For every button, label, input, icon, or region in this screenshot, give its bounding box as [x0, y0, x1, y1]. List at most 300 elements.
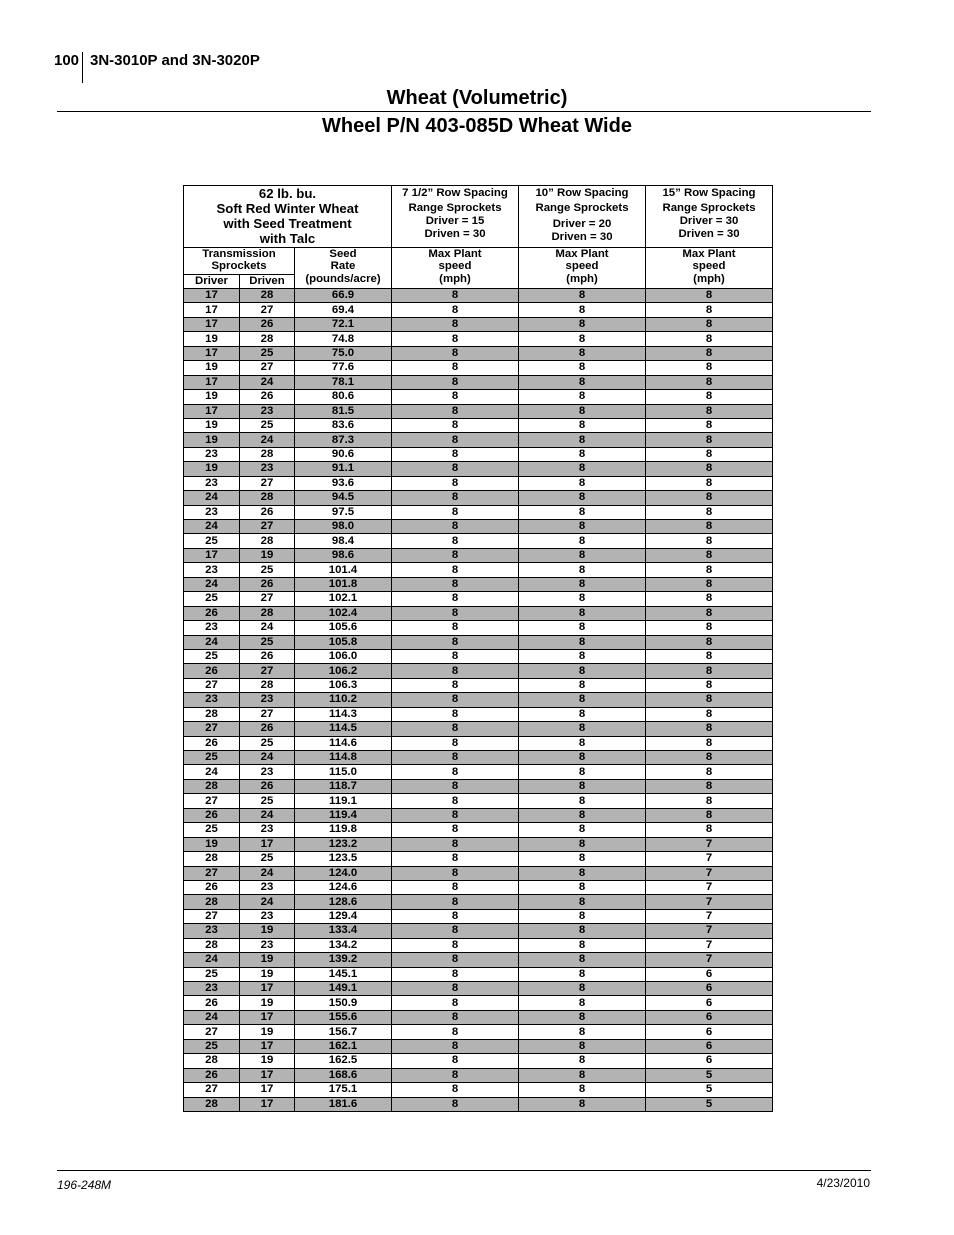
seed-rate-cell: 119.1	[295, 794, 392, 808]
speed-15-cell: 6	[646, 1010, 773, 1024]
speed-7-5-cell: 8	[392, 909, 519, 923]
driver-cell: 26	[184, 664, 240, 678]
spacing-label-15: 15” Row Spacing	[646, 186, 773, 201]
speed-7-5-cell: 8	[392, 967, 519, 981]
driver-cell: 19	[184, 390, 240, 404]
driver-cell: 27	[184, 722, 240, 736]
spacing-label-7-5: 7 1/2” Row Spacing	[392, 186, 519, 201]
driver-cell: 28	[184, 852, 240, 866]
speed-7-5-cell: 8	[392, 491, 519, 505]
speed-label: speed	[565, 260, 599, 273]
driven-cell: 28	[240, 491, 295, 505]
seed-rate-cell: 123.2	[295, 837, 392, 851]
speed-7-5-cell: 8	[392, 447, 519, 461]
driver-cell: 24	[184, 953, 240, 967]
driver-cell: 25	[184, 1039, 240, 1053]
seed-rate-cell: 168.6	[295, 1068, 392, 1082]
speed-10-cell: 8	[519, 880, 646, 894]
speed-10-cell: 8	[519, 996, 646, 1010]
driver-cell: 17	[184, 317, 240, 331]
speed-10-cell: 8	[519, 289, 646, 303]
table-row	[184, 491, 773, 505]
driver-cell: 24	[184, 520, 240, 534]
speed-7-5-cell: 8	[392, 317, 519, 331]
table-row	[184, 1010, 773, 1024]
speed-7-5-cell: 8	[392, 404, 519, 418]
speed-10-cell: 8	[519, 476, 646, 490]
driven-cell: 27	[240, 303, 295, 317]
speed-7-5-cell: 8	[392, 303, 519, 317]
table-row	[184, 1039, 773, 1053]
speed-10-cell: 8	[519, 548, 646, 562]
speed-10-cell: 8	[519, 317, 646, 331]
seed-rate-cell: 106.0	[295, 649, 392, 663]
driven-cell: 27	[240, 520, 295, 534]
driver-cell: 26	[184, 996, 240, 1010]
driver-cell: 17	[184, 289, 240, 303]
speed-7-5-cell: 8	[392, 1025, 519, 1039]
speed-15-cell: 8	[646, 346, 773, 360]
transmission-sprockets-header	[184, 248, 295, 275]
seed-rate-cell: 129.4	[295, 909, 392, 923]
driven-cell: 17	[240, 1068, 295, 1082]
driven-cell: 23	[240, 404, 295, 418]
speed-15-cell: 6	[646, 1025, 773, 1039]
speed-7-5-cell: 8	[392, 808, 519, 822]
seed-rate-cell: 155.6	[295, 1010, 392, 1024]
speed-7-5-cell: 8	[392, 1068, 519, 1082]
sprockets-label: Sprockets	[211, 260, 267, 273]
speed-10-cell: 8	[519, 736, 646, 750]
seed-rate-cell: 102.1	[295, 592, 392, 606]
speed-7-5-cell: 8	[392, 332, 519, 346]
speed-10-cell: 8	[519, 852, 646, 866]
seed-rate-cell: 133.4	[295, 924, 392, 938]
speed-15-cell: 8	[646, 332, 773, 346]
speed-10-cell: 8	[519, 664, 646, 678]
table-row	[184, 852, 773, 866]
range-sprockets-15	[646, 201, 773, 248]
table-row	[184, 938, 773, 952]
speed-7-5-cell: 8	[392, 346, 519, 360]
seed-rate-cell: 66.9	[295, 289, 392, 303]
driven-cell: 24	[240, 621, 295, 635]
page-number: 100	[54, 52, 80, 69]
speed-10-cell: 8	[519, 1039, 646, 1053]
speed-10-cell: 8	[519, 621, 646, 635]
speed-7-5-cell: 8	[392, 462, 519, 476]
driven-cell: 24	[240, 808, 295, 822]
seed-rate-cell: 101.8	[295, 577, 392, 591]
seed-rate-cell: 162.5	[295, 1054, 392, 1068]
speed-15-cell: 8	[646, 577, 773, 591]
driven-cell: 25	[240, 418, 295, 432]
speed-7-5-cell: 8	[392, 678, 519, 692]
speed-label: speed	[692, 260, 726, 273]
seed-rate-cell: 114.8	[295, 751, 392, 765]
speed-7-5-cell: 8	[392, 707, 519, 721]
range-label: Range Sprockets	[408, 201, 502, 214]
driver-cell: 23	[184, 982, 240, 996]
table-row	[184, 1025, 773, 1039]
table-row	[184, 924, 773, 938]
speed-7-5-cell: 8	[392, 765, 519, 779]
table-row	[184, 404, 773, 418]
driven-cell: 28	[240, 606, 295, 620]
speed-15-cell: 8	[646, 476, 773, 490]
driven-cell: 26	[240, 722, 295, 736]
table-row	[184, 982, 773, 996]
seed-rate-cell: 124.6	[295, 880, 392, 894]
speed-15-cell: 7	[646, 909, 773, 923]
speed-7-5-cell: 8	[392, 693, 519, 707]
table-row	[184, 462, 773, 476]
driver-cell: 27	[184, 1083, 240, 1097]
table-row	[184, 289, 773, 303]
speed-15-cell: 8	[646, 361, 773, 375]
table-row	[184, 1083, 773, 1097]
speed-15-cell: 8	[646, 520, 773, 534]
speed-10-cell: 8	[519, 678, 646, 692]
driver-cell: 24	[184, 491, 240, 505]
speed-10-cell: 8	[519, 375, 646, 389]
spacing-label-10: 10” Row Spacing	[519, 186, 646, 201]
range-driven: Driven = 30	[551, 230, 613, 243]
seed-rate-cell: 87.3	[295, 433, 392, 447]
seed-rate-cell: 74.8	[295, 332, 392, 346]
table-row	[184, 736, 773, 750]
speed-10-cell: 8	[519, 909, 646, 923]
table-row	[184, 577, 773, 591]
driver-cell: 26	[184, 808, 240, 822]
driven-cell: 19	[240, 1054, 295, 1068]
speed-15-cell: 8	[646, 404, 773, 418]
speed-15-cell: 8	[646, 303, 773, 317]
table-row	[184, 563, 773, 577]
seed-rate-cell: 139.2	[295, 953, 392, 967]
seed-rate-cell: 72.1	[295, 317, 392, 331]
table-row	[184, 534, 773, 548]
table-row	[184, 678, 773, 692]
speed-7-5-cell: 8	[392, 390, 519, 404]
speed-15-cell: 8	[646, 563, 773, 577]
driver-cell: 28	[184, 895, 240, 909]
seed-rate-cell: 119.4	[295, 808, 392, 822]
speed-7-5-cell: 8	[392, 649, 519, 663]
speed-15-cell: 8	[646, 390, 773, 404]
driver-cell: 23	[184, 924, 240, 938]
table-row	[184, 722, 773, 736]
max-speed-header-7-5	[392, 248, 519, 289]
speed-15-cell: 8	[646, 707, 773, 721]
speed-10-cell: 8	[519, 779, 646, 793]
mph-label: (mph)	[439, 272, 471, 285]
speed-15-cell: 6	[646, 967, 773, 981]
seed-rate-cell: 128.6	[295, 895, 392, 909]
seed-rate-cell: 106.2	[295, 664, 392, 678]
driver-cell: 28	[184, 938, 240, 952]
speed-10-cell: 8	[519, 808, 646, 822]
table-row	[184, 303, 773, 317]
driver-cell: 19	[184, 433, 240, 447]
driver-cell: 28	[184, 707, 240, 721]
speed-7-5-cell: 8	[392, 577, 519, 591]
speed-10-cell: 8	[519, 563, 646, 577]
speed-15-cell: 8	[646, 736, 773, 750]
speed-10-cell: 8	[519, 577, 646, 591]
range-driver: Driver = 15	[425, 214, 485, 227]
speed-7-5-cell: 8	[392, 361, 519, 375]
seed-rate-cell: 91.1	[295, 462, 392, 476]
driven-cell: 28	[240, 289, 295, 303]
speed-15-cell: 8	[646, 765, 773, 779]
driver-cell: 26	[184, 606, 240, 620]
seed-rate-cell: 81.5	[295, 404, 392, 418]
seed-rate-cell: 115.0	[295, 765, 392, 779]
table-row	[184, 751, 773, 765]
driven-cell: 23	[240, 462, 295, 476]
top-rule	[57, 111, 871, 112]
seed-rate-cell: 80.6	[295, 390, 392, 404]
max-plant-label: Max Plant	[682, 248, 736, 260]
seed-rate-cell: 110.2	[295, 693, 392, 707]
driven-cell: 27	[240, 361, 295, 375]
driver-cell: 19	[184, 332, 240, 346]
driver-cell: 24	[184, 765, 240, 779]
driver-cell: 24	[184, 635, 240, 649]
table-row	[184, 433, 773, 447]
speed-10-cell: 8	[519, 418, 646, 432]
table-row	[184, 649, 773, 663]
speed-15-cell: 7	[646, 837, 773, 851]
speed-7-5-cell: 8	[392, 866, 519, 880]
seed-rate-cell: 90.6	[295, 447, 392, 461]
page-title: Wheat (Volumetric)	[386, 87, 568, 109]
table-row	[184, 621, 773, 635]
max-plant-label: Max Plant	[555, 248, 609, 260]
rate-rows	[184, 289, 773, 1112]
speed-10-cell: 8	[519, 693, 646, 707]
seed-rate-cell: 114.6	[295, 736, 392, 750]
driver-cell: 23	[184, 505, 240, 519]
speed-15-cell: 8	[646, 289, 773, 303]
speed-7-5-cell: 8	[392, 996, 519, 1010]
seed-rate-cell: 119.8	[295, 823, 392, 837]
speed-7-5-cell: 8	[392, 837, 519, 851]
speed-10-cell: 8	[519, 1083, 646, 1097]
seed-rate-cell: 134.2	[295, 938, 392, 952]
driven-cell: 28	[240, 447, 295, 461]
driven-cell: 17	[240, 1097, 295, 1111]
range-driven: Driven = 30	[678, 227, 740, 240]
speed-10-cell: 8	[519, 332, 646, 346]
driver-cell: 19	[184, 361, 240, 375]
driver-cell: 17	[184, 548, 240, 562]
speed-15-cell: 8	[646, 433, 773, 447]
speed-15-cell: 7	[646, 924, 773, 938]
range-driven: Driven = 30	[424, 227, 486, 240]
table-row	[184, 548, 773, 562]
driver-cell: 27	[184, 794, 240, 808]
driver-cell: 23	[184, 447, 240, 461]
driven-cell: 19	[240, 548, 295, 562]
seed-rate-cell: 83.6	[295, 418, 392, 432]
seed-rate-cell: 78.1	[295, 375, 392, 389]
speed-7-5-cell: 8	[392, 418, 519, 432]
max-plant-label: Max Plant	[428, 248, 482, 260]
speed-10-cell: 8	[519, 722, 646, 736]
speed-15-cell: 7	[646, 880, 773, 894]
table-row	[184, 447, 773, 461]
speed-15-cell: 8	[646, 664, 773, 678]
range-label: Range Sprockets	[535, 201, 629, 214]
rate-label: Rate	[330, 260, 356, 273]
speed-15-cell: 8	[646, 693, 773, 707]
driver-cell: 25	[184, 751, 240, 765]
range-label: Range Sprockets	[662, 201, 756, 214]
speed-10-cell: 8	[519, 765, 646, 779]
speed-15-cell: 8	[646, 317, 773, 331]
driven-cell: 25	[240, 794, 295, 808]
speed-15-cell: 8	[646, 491, 773, 505]
speed-10-cell: 8	[519, 823, 646, 837]
range-driver: Driver = 30	[679, 214, 739, 227]
speed-15-cell: 8	[646, 779, 773, 793]
doc-number: 196-248M	[57, 1178, 112, 1192]
speed-7-5-cell: 8	[392, 505, 519, 519]
driver-cell: 23	[184, 693, 240, 707]
mph-label: (mph)	[693, 272, 725, 285]
speed-7-5-cell: 8	[392, 924, 519, 938]
seed-rate-cell: 101.4	[295, 563, 392, 577]
speed-7-5-cell: 8	[392, 895, 519, 909]
speed-10-cell: 8	[519, 635, 646, 649]
seed-rate-cell: 94.5	[295, 491, 392, 505]
driven-cell: 26	[240, 649, 295, 663]
table-row	[184, 418, 773, 432]
table-row	[184, 794, 773, 808]
driven-cell: 23	[240, 693, 295, 707]
speed-15-cell: 5	[646, 1068, 773, 1082]
table-row	[184, 967, 773, 981]
speed-10-cell: 8	[519, 1010, 646, 1024]
driven-cell: 24	[240, 433, 295, 447]
speed-10-cell: 8	[519, 1025, 646, 1039]
range-sprockets-7-5	[392, 201, 519, 248]
seed-rate-cell: 93.6	[295, 476, 392, 490]
range-driver: Driver = 20	[552, 217, 612, 230]
driver-cell: 17	[184, 375, 240, 389]
driver-cell: 26	[184, 1068, 240, 1082]
table-row	[184, 996, 773, 1010]
driven-cell: 17	[240, 1039, 295, 1053]
speed-7-5-cell: 8	[392, 476, 519, 490]
driven-cell: 23	[240, 909, 295, 923]
driver-cell: 23	[184, 476, 240, 490]
driven-cell: 17	[240, 1083, 295, 1097]
speed-7-5-cell: 8	[392, 635, 519, 649]
speed-15-cell: 7	[646, 852, 773, 866]
speed-label: speed	[438, 260, 472, 273]
speed-10-cell: 8	[519, 390, 646, 404]
driver-cell: 27	[184, 866, 240, 880]
speed-7-5-cell: 8	[392, 880, 519, 894]
table-row	[184, 332, 773, 346]
speed-10-cell: 8	[519, 520, 646, 534]
speed-7-5-cell: 8	[392, 606, 519, 620]
range-sprockets-10	[519, 201, 646, 248]
speed-15-cell: 8	[646, 649, 773, 663]
table-row	[184, 1068, 773, 1082]
speed-7-5-cell: 8	[392, 1010, 519, 1024]
speed-10-cell: 8	[519, 346, 646, 360]
speed-7-5-cell: 8	[392, 664, 519, 678]
speed-7-5-cell: 8	[392, 736, 519, 750]
driven-cell: 19	[240, 996, 295, 1010]
driven-cell: 24	[240, 866, 295, 880]
seed-rate-cell: 149.1	[295, 982, 392, 996]
speed-7-5-cell: 8	[392, 1039, 519, 1053]
speed-10-cell: 8	[519, 534, 646, 548]
driver-cell: 25	[184, 592, 240, 606]
transmission-label: Transmission	[202, 248, 276, 260]
speed-10-cell: 8	[519, 924, 646, 938]
driver-cell: 28	[184, 779, 240, 793]
speed-15-cell: 8	[646, 462, 773, 476]
speed-15-cell: 8	[646, 808, 773, 822]
driver-cell: 17	[184, 303, 240, 317]
table-row	[184, 909, 773, 923]
speed-7-5-cell: 8	[392, 433, 519, 447]
speed-10-cell: 8	[519, 649, 646, 663]
driven-cell: 17	[240, 1010, 295, 1024]
crop-description	[184, 186, 392, 248]
seed-rate-cell: 105.6	[295, 621, 392, 635]
driven-cell: 25	[240, 736, 295, 750]
speed-7-5-cell: 8	[392, 751, 519, 765]
units-label: (pounds/acre)	[305, 272, 381, 285]
table-row	[184, 635, 773, 649]
crop-weight: 62 lb. bu.	[258, 186, 317, 201]
speed-15-cell: 8	[646, 505, 773, 519]
driven-cell: 19	[240, 967, 295, 981]
speed-10-cell: 8	[519, 361, 646, 375]
driven-cell: 27	[240, 476, 295, 490]
driven-cell: 26	[240, 390, 295, 404]
seed-rate-cell: 123.5	[295, 852, 392, 866]
speed-7-5-cell: 8	[392, 1097, 519, 1111]
speed-10-cell: 8	[519, 751, 646, 765]
speed-7-5-cell: 8	[392, 1054, 519, 1068]
driver-cell: 26	[184, 736, 240, 750]
table-row	[184, 375, 773, 389]
table-row	[184, 765, 773, 779]
seed-rate-cell: 98.0	[295, 520, 392, 534]
speed-7-5-cell: 8	[392, 722, 519, 736]
speed-15-cell: 8	[646, 794, 773, 808]
seed-rate-cell: 181.6	[295, 1097, 392, 1111]
driven-cell: 24	[240, 375, 295, 389]
driver-cell: 25	[184, 534, 240, 548]
seed-label: Seed	[329, 248, 357, 260]
driven-cell: 17	[240, 837, 295, 851]
crop-treatment: with Seed Treatment	[223, 216, 352, 231]
driver-cell: 19	[184, 837, 240, 851]
speed-7-5-cell: 8	[392, 621, 519, 635]
speed-10-cell: 8	[519, 462, 646, 476]
speed-10-cell: 8	[519, 433, 646, 447]
speed-7-5-cell: 8	[392, 375, 519, 389]
